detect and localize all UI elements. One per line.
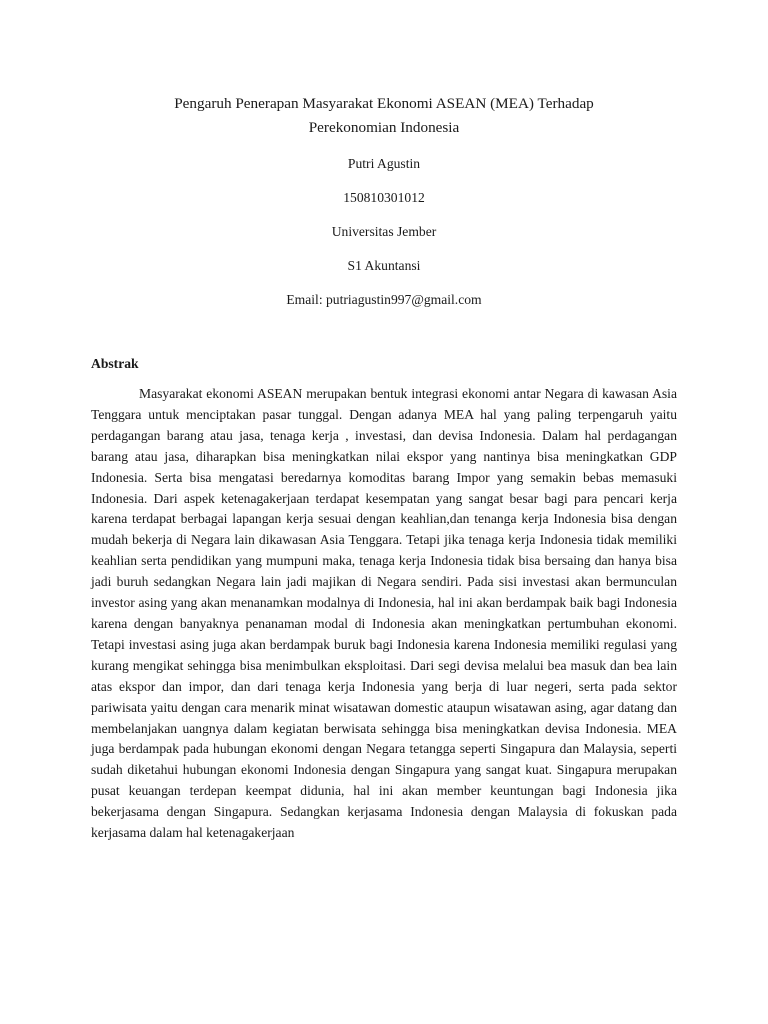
author-name: Putri Agustin [347, 156, 421, 171]
abstract-heading: Abstrak [91, 356, 139, 371]
author-email: Email: putriagustin997@gmail.com [286, 292, 482, 307]
abstract-body: Masyarakat ekonomi ASEAN merupakan bentuk integrasi ekonomi antar Negara di kawasan Asia Tenggara untuk menciptakan pasar tunggal. Dengan adanya MEA hal yang paling terpengaruh yaitu perdagangan barang atau jasa, tenaga kerja , investasi, dan devisa Indonesia. Dalam hal perdagangan barang atau jasa, diharapkan bisa meningkatkan nilai ekspor yang nantinya bisa meningkatkan GDP Indonesia. Serta bisa mengatasi beredarnya komoditas barang Impor yang semakin bebas memasuki Indonesia. Dari aspek ketenagakerjaan terdapat kesempatan yang sangat besar bagi para pencari kerja karena terdapat berbagai lapangan kerja sesuai dengan keahlian,dan tenanga kerja Indonesia bisa dengan mudah bekerja di Negara lain dikawasan Asia Tenggara. Tetapi jika tenaga kerja Indonesia tidak memiliki keahlian serta pendidikan yang mumpuni maka, tenaga kerja Indonesia tidak bisa bersaing dan hanya bisa jadi buruh sedangkan Negara lain jadi majikan di Negara sendiri. Pada sisi investasi akan bermunculan investor asing yang akan menanamkan modalnya di Indonesia, hal ini akan berdampak baik bagi Indonesia karena dengan banyaknya penanaman modal di Indonesia akan meningkatkan pertumbuhan ekonomi. Tetapi investasi asing juga akan berdampak buruk bagi Indonesia karena Indonesia memiliki regulasi yang kurang mengikat sehingga bisa menimbulkan eksploitasi. Dari segi devisa melalui bea masuk dan bea lain atas ekspor dan impor, dan dari tenaga kerja Indonesia yang berja di luar negeri, serta pada sektor pariwisata yaitu dengan cara menarik minat wisatawan domestic ataupun wisatawan asing, agar datang dan membelanjakan uangnya dalam kegiatan berwisata sehingga bisa meningkatkan devisa Indonesia. MEA juga berdampak pada hubungan ekonomi dengan Negara tetangga seperti Singapura dan Malaysia, seperti sudah diketahui hubungan ekonomi Indonesia dengan Singapura yang sangat kuat. Singapura merupakan pusat keuangan terdepan keempat didunia, hal ini akan member keuntungan bagi Indonesia jika bekerjasama dengan Singapura. Sedangkan kerjasama Indonesia dengan Malaysia di fokuskan pada kerjasama dalam hal ketenagakerjaan [91, 386, 677, 841]
document-title [91, 92, 677, 140]
university-name: Universitas Jember [331, 224, 437, 239]
title-line-1: Pengaruh Penerapan Masyarakat Ekonomi ASEAN (MEA) Terhadap [174, 95, 594, 112]
study-program: S1 Akuntansi [347, 258, 421, 273]
title-line-2: Perekonomian Indonesia [308, 119, 460, 136]
student-id: 150810301012 [343, 190, 425, 205]
